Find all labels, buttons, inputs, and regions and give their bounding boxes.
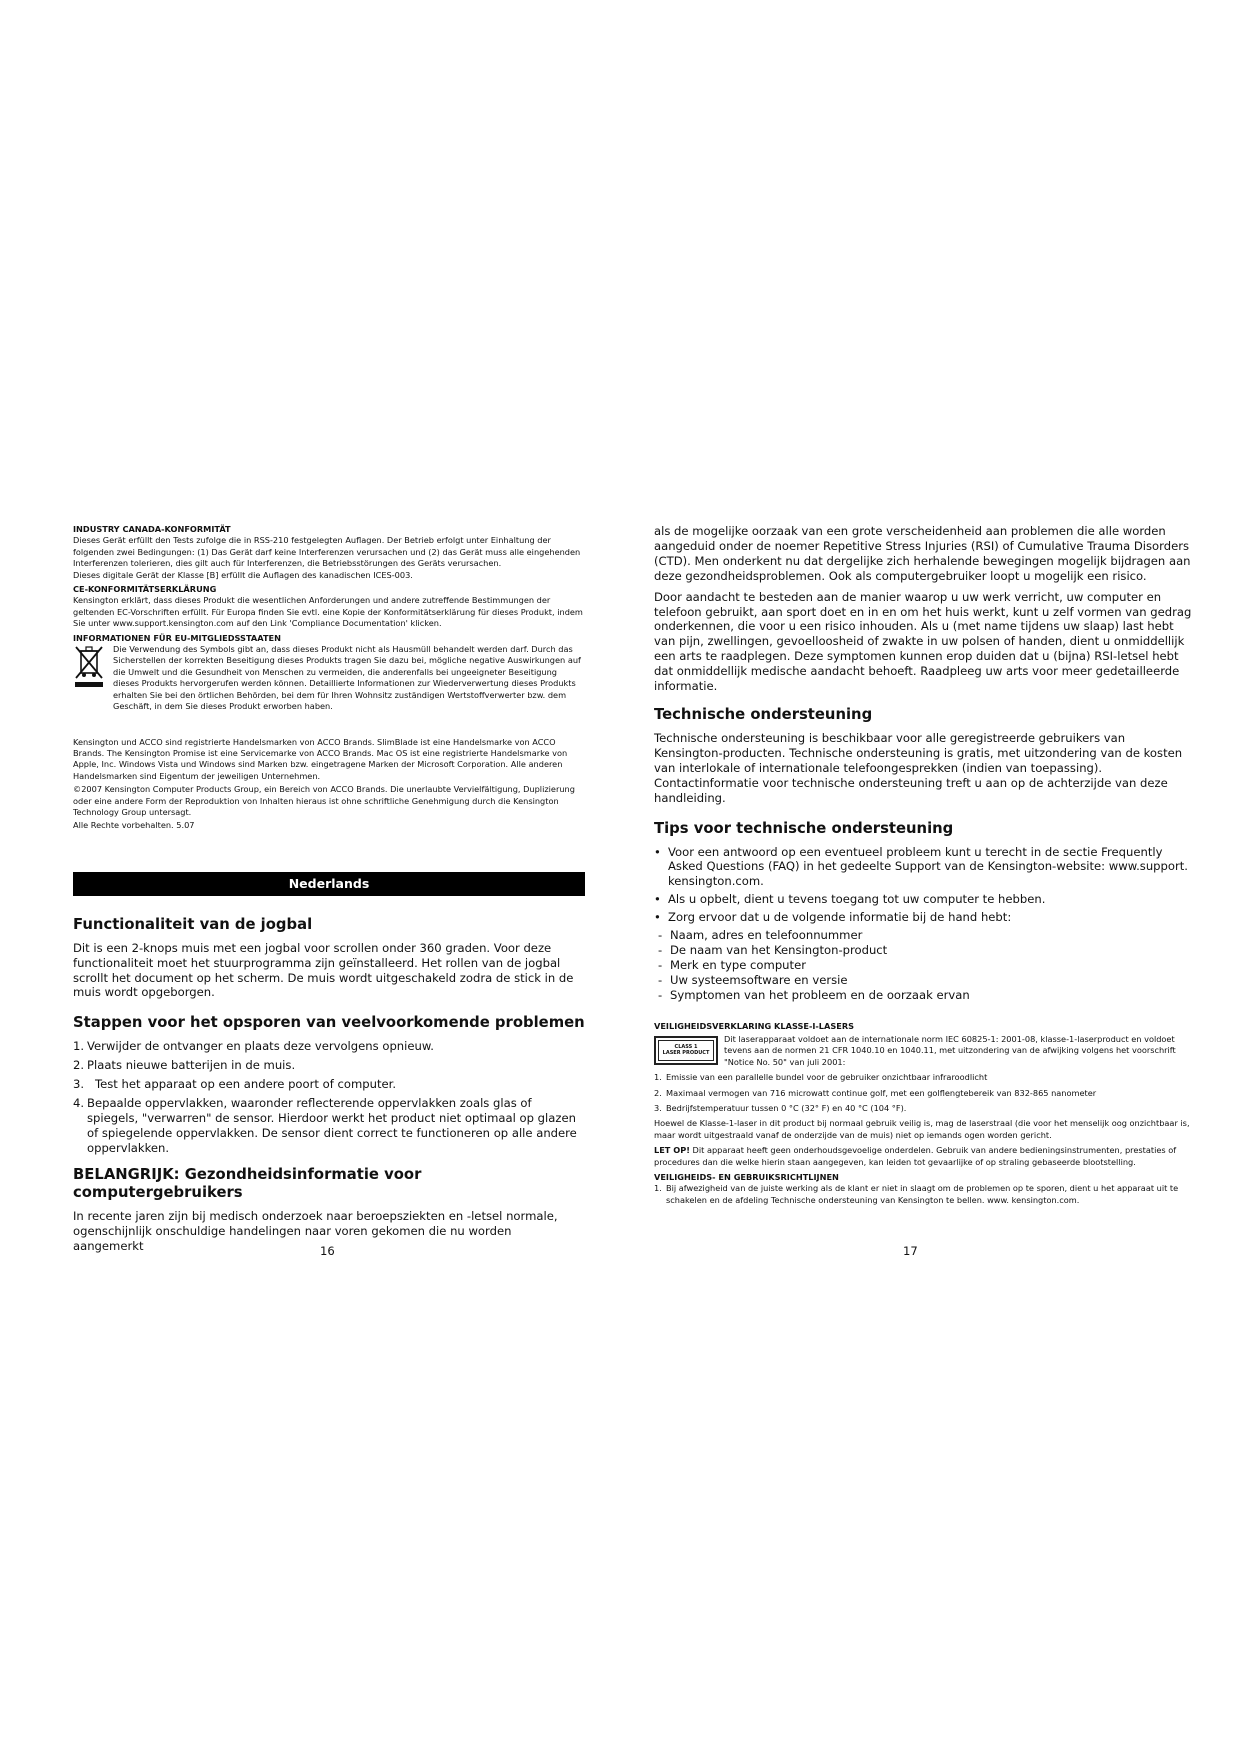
functionality-text: Dit is een 2-knops muis met een jogbal voor scrollen onder 360 graden. Voor deze functionaliteit moet het stuurprogramma zijn geïnstalleerd. Het rollen van de jogbal scrollt het document op het scherm. De muis wordt uitgeschakeld zodra de stick in de muis wordt opgeborgen. — [73, 940, 574, 1000]
page-number-left: 16 — [320, 1244, 335, 1258]
ce-heading: CE-KONFORMITÄTSERKLÄRUNG — [73, 584, 217, 595]
laser-list — [654, 1072, 1194, 1114]
health-text: In recente jaren zijn bij medisch onderzoek naar beroepsziekten en -letsel normale, ogenschijnlijk onschuldige handelingen naar voren gekomen die nu worden aangemerkt — [73, 1208, 558, 1253]
list-text: Bepaalde oppervlakken, waaronder reflecterende oppervlakken zoals glas of spiegels, "verwarren" de sensor. Hierdoor werkt het product niet optimaal op glazen of spiegelende oppervlakken. De sensor dient correct te functioneren op alle andere oppervlakken. — [87, 1096, 577, 1155]
list-item — [658, 943, 1194, 958]
list-number: 1. — [654, 1183, 662, 1194]
left-page — [73, 524, 585, 1253]
list-number: 1. — [73, 1039, 85, 1054]
list-text: De naam van het Kensington-product — [670, 942, 888, 957]
heading-health: BELANGRIJK: Gezondheidsinformatie voor computergebruikers — [73, 1165, 422, 1201]
list-item — [73, 1077, 585, 1092]
canada-text-2: Dieses digitale Gerät der Klasse [B] erfüllt die Auflagen des kanadischen ICES-003. — [73, 569, 413, 580]
dash: - — [658, 972, 663, 987]
list-number: 1. — [654, 1072, 662, 1083]
list-number: 3. — [654, 1103, 662, 1113]
heading-troubleshooting: Stappen voor het opsporen van veelvoorkomende problemen — [73, 1014, 585, 1032]
list-text: Voor een antwoord op een eventueel probleem kunt u terecht in de sectie Frequently Asked Questions (FAQ) in het gedeelte Support van de Kensington-website: www.support. kensington.com. — [668, 844, 1188, 889]
health-continued-text: als de mogelijke oorzaak van een grote verscheidenheid aan problemen die alle worden aangeduid onder de noemer Repetitive Stress Injuries (RSI) of Cumulative Trauma Disorders (CTD). Men onderkent nu dat dergelijke zich herhalende bewegingen mogelijk bijdragen aan deze gezondheidsproblemen. Ook als computergebruiker loopt u mogelijk een risico. — [654, 524, 1191, 583]
weee-bin-icon — [73, 644, 105, 712]
list-item — [658, 958, 1194, 973]
rights-text: Alle Rechte vorbehalten. 5.07 — [73, 820, 195, 831]
heading-support: Technische ondersteuning — [654, 705, 873, 723]
list-item — [658, 988, 1194, 1003]
list-item — [654, 1088, 1194, 1099]
list-text: Maximaal vermogen van 716 microwatt continue golf, met een golflengtebereik van 832-865 nanometer — [666, 1087, 1097, 1098]
right-page — [654, 524, 1194, 1210]
bullet: • — [654, 892, 661, 907]
list-item — [654, 892, 1194, 907]
list-text: Bedrijfstemperatuur tussen 0 °C (32° F) en 40 °C (104 °F). — [666, 1103, 907, 1113]
laser-text-2: Hoewel de Klasse-1-laser in dit product bij normaal gebruik veilig is, mag de laserstraal (die voor het menselijk oog onzichtbaar is, maar wordt uitgestraald vanaf de onderzijde van de muis) niet op iemands ogen worden gericht. — [654, 1118, 1190, 1140]
safety-heading: VEILIGHEIDS- EN GEBRUIKSRICHTLIJNEN — [654, 1172, 839, 1183]
list-number: 4. — [73, 1096, 85, 1111]
list-item — [654, 910, 1194, 925]
list-text: Naam, adres en telefoonnummer — [670, 928, 863, 943]
dash: - — [658, 957, 663, 972]
bullet: • — [654, 844, 661, 859]
laser-text: Dit laserapparaat voldoet aan de internationale norm IEC 60825-1: 2001-08, klasse-1-laserproduct en voldoet tevens aan de normen 21 CFR 1040.10 en 1040.11, met uitzondering van de afwijking volgens het voorschrift "Notice No. 50" van juli 2001: — [724, 1033, 1176, 1067]
list-text: Emissie van een parallelle bundel voor de gebruiker onzichtbaar infraroodlicht — [666, 1072, 988, 1083]
dash: - — [658, 942, 663, 957]
list-text: Als u opbelt, dient u tevens toegang tot uw computer te hebben. — [668, 892, 1046, 907]
list-number: 2. — [654, 1087, 662, 1098]
list-number: 3. — [73, 1077, 85, 1092]
canada-heading: INDUSTRY CANADA-KONFORMITÄT — [73, 524, 231, 534]
laser-class-label — [654, 1036, 718, 1065]
list-text: Zorg ervoor dat u de volgende informatie bij de hand hebt: — [668, 910, 1012, 925]
list-item — [73, 1058, 585, 1073]
caution-label: LET OP! — [654, 1145, 690, 1156]
list-text: Merk en type computer — [670, 957, 806, 972]
list-text: Plaats nieuwe batterijen in de muis. — [87, 1058, 296, 1073]
laser-section — [654, 1034, 1194, 1068]
bullet: • — [654, 910, 661, 925]
list-text: Test het apparaat op een andere poort of computer. — [95, 1077, 397, 1092]
ce-text: Kensington erklärt, dass dieses Produkt die wesentlichen Anforderungen und andere zutreffende Bestimmungen der geltenden EC-Vorschriften erfüllt. Für Europa finden Sie evtl. eine Kopie der Konformitätserklärung für dieses Produkt, indem Sie unter www.support.kensington.com auf den Link 'Compliance Documentation' klicken. — [73, 595, 583, 629]
list-text: Bij afwezigheid van de juiste werking als de klant er niet in slaagt om de problemen op te sporen, dient u het apparaat uit te schakelen en de afdeling Technische ondersteuning van Kensington te bellen. www. kensington.com. — [666, 1183, 1179, 1205]
eu-heading: INFORMATIONEN FÜR EU-MITGLIEDSSTAATEN — [73, 632, 281, 643]
page-number-right: 17 — [903, 1244, 918, 1258]
canada-text: Dieses Gerät erfüllt den Tests zufolge die in RSS-210 festgelegten Auflagen. Der Betrieb erfolgt unter Einhaltung der folgenden zwei Bedingungen: (1) Das Gerät darf keine Interferenzen verursachen und (2) das Gerät muss alle eingehenden Interferenzen tolerieren, dies gilt auch für Interferenzen, die Betriebsstörungen des Geräts verursachen. — [73, 535, 581, 569]
language-bar: Nederlands — [73, 872, 585, 896]
trademark-text: Kensington und ACCO sind registrierte Handelsmarken von ACCO Brands. SlimBlade ist eine Handelsmarke von ACCO Brands. The Kensington Promise ist eine Servicemarke von ACCO Brands. Mac OS ist eine registrierte Handelsmarke von Apple, Inc. Windows Vista und Windows sind Marken bzw. eingetragene Marken der Microsoft Corporation. Alle anderen Handelsmarken sind Eigentum der jeweiligen Unternehmen. — [73, 736, 568, 781]
list-item — [658, 928, 1194, 943]
list-item — [654, 1183, 1194, 1206]
list-item — [73, 1096, 585, 1156]
info-list — [658, 928, 1194, 1003]
dash: - — [658, 928, 663, 943]
safety-list — [654, 1183, 1194, 1206]
health-continued-text-2: Door aandacht te besteden aan de manier waarop u uw werk verricht, uw computer en telefoon gebruikt, aan sport doet en in en om het huis werkt, kunt u zelf vormen van gedrag onderkennen, die voor u een risico inhouden. Als u (met name tijdens uw slaap) last hebt van pijn, zwellingen, gevoelloosheid of zwakte in uw polsen of handen, dient u onmiddellijk een arts te raadplegen. Deze symptomen kunnen erop duiden dat u (bijna) RSI-letsel hebt dat onmiddellijk medische aandacht behoeft. Raadpleeg uw arts voor meer gedetailleerde informatie. — [654, 589, 1192, 694]
heading-tips: Tips voor technische ondersteuning — [654, 819, 954, 837]
list-text: Uw systeemsoftware en versie — [670, 972, 848, 987]
list-item — [654, 1103, 1194, 1114]
tips-list — [654, 845, 1194, 926]
list-text: Symptomen van het probleem en de oorzaak ervan — [670, 987, 970, 1002]
eu-text: Die Verwendung des Symbols gibt an, dass dieses Produkt nicht als Hausmüll behandelt werden darf. Durch das Sicherstellen der korrekten Beseitigung dieses Produkts tragen Sie dazu bei, mögliche negative Auswirkungen auf die Umwelt und die Gesundheit von Menschen zu vermeiden, die anderenfalls bei ungeeigneter Beseitigung dieses Produkts hervorgerufen werden können. Detaillierte Informationen zur Wiederverwertung dieses Produkts erhalten Sie bei den örtlichen Behörden, bei dem für Ihren Wohnsitz zuständigen Wertstoffverwerter bzw. dem Geschäft, in dem Sie dieses Produkt erworben haben. — [113, 644, 581, 712]
list-item — [73, 1039, 585, 1054]
laser-label-line1: CLASS 1 — [674, 1044, 698, 1051]
list-number: 2. — [73, 1058, 85, 1073]
list-item — [654, 1072, 1194, 1083]
list-text: Verwijder de ontvanger en plaats deze vervolgens opnieuw. — [87, 1039, 434, 1054]
list-item — [654, 845, 1194, 890]
list-item — [658, 973, 1194, 988]
support-text: Technische ondersteuning is beschikbaar voor alle geregistreerde gebruikers van Kensington-producten. Technische ondersteuning is gratis, met uitzondering van de kosten van interlokale of internationale telefoongesprekken (indien van toepassing). Contactinformatie voor technische ondersteuning treft u aan op de achterzijde van deze handleiding. — [654, 730, 1183, 805]
laser-label-line2: LASER PRODUCT — [662, 1050, 710, 1057]
dash: - — [658, 987, 663, 1002]
laser-heading: VEILIGHEIDSVERKLARING KLASSE-I-LASERS — [654, 1020, 855, 1031]
eu-section — [73, 644, 585, 712]
caution-text: Dit apparaat heeft geen onderhoudsgevoelige onderdelen. Gebruik van andere bedieningsinstrumenten, prestaties of procedures dan die welke hierin staan aangegeven, kan leiden tot gevaarlijke of op straling gebaseerde blootstelling. — [654, 1145, 1177, 1167]
heading-functionality: Functionaliteit van de jogbal — [73, 915, 313, 933]
caution-paragraph — [654, 1145, 1194, 1168]
troubleshooting-list — [73, 1039, 585, 1155]
copyright-text: ©2007 Kensington Computer Products Group, ein Bereich von ACCO Brands. Die unerlaubte Vervielfältigung, Duplizierung oder eine andere Form der Reproduktion von Inhalten hieraus ist ohne schriftliche Genehmigung durch die Kensington Technology Group untersagt. — [73, 784, 575, 817]
